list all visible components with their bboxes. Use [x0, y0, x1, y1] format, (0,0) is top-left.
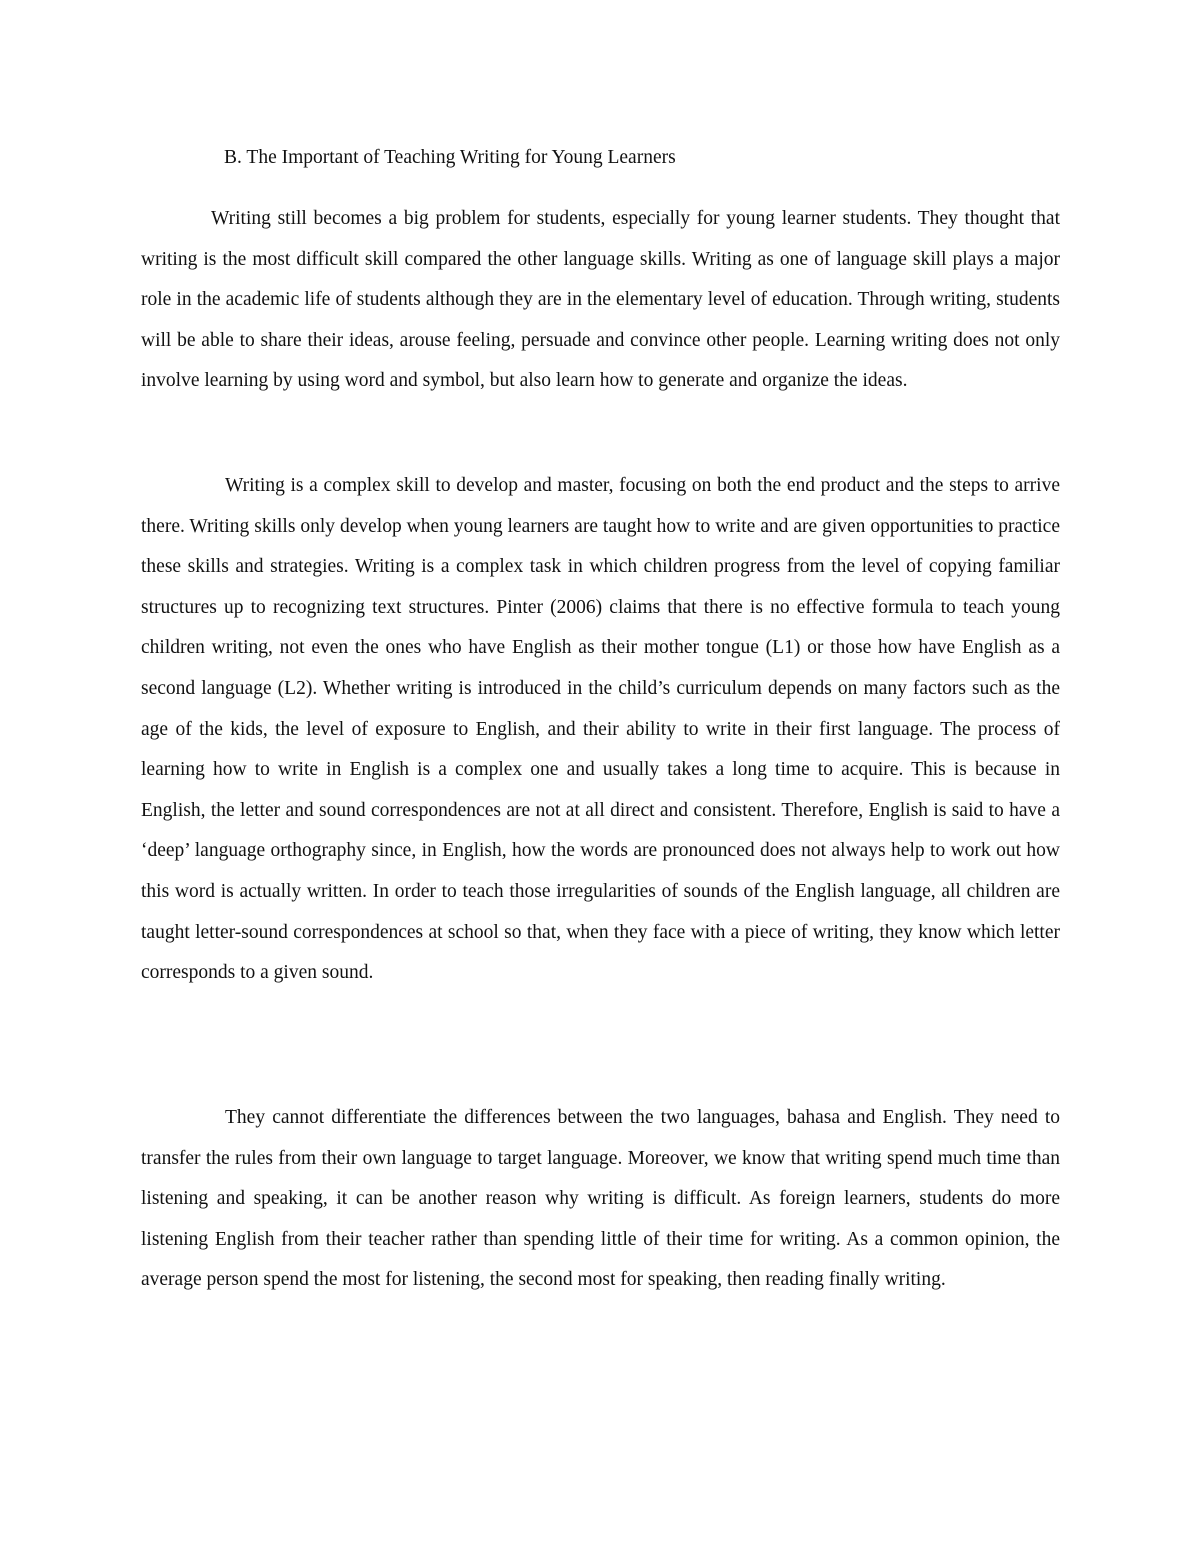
paragraph-2: Writing is a complex skill to develop and master, focusing on both the end product and the steps to arrive there. Writing skills only develop when young learners are taught how to write and are given opportunities to practice these skills and strategies. Writing is a complex task in which children progress from the level of copying familiar structures up to recognizing text structures. Pinter (2006) claims that there is no effective formula to teach young children writing, not even the ones who have English as their mother tongue (L1) or those how have English as a second language (L2). Whether writing is introduced in the child’s curriculum depends on many factors such as the age of the kids, the level of exposure to English, and their ability to write in their first language. The process of learning how to write in English is a complex one and usually takes a long time to acquire. This is because in English, the letter and sound correspondences are not at all direct and consistent. Therefore, English is said to have a ‘deep’ language orthography since, in English, how the words are pronounced does not always help to work out how this word is actually written. In order to teach those irregularities of sounds of the English language, all children are taught letter-sound correspondences at school so that, when they face with a piece of writing, they know which letter corresponds to a given sound.: [141, 475, 1060, 984]
paragraph-3: They cannot differentiate the differences between the two languages, bahasa and English. They need to transfer the rules from their own language to target language. Moreover, we know that writing spend much time than listening and speaking, it can be another reason why writing is difficult. As foreign learners, students do more listening English from their teacher rather than spending little of their time for writing. As a common opinion, the average person spend the most for listening, the second most for speaking, then reading finally writing.: [141, 1107, 1060, 1291]
paragraph-1: Writing still becomes a big problem for students, especially for young learner students. They thought that writing is the most difficult skill compared the other language skills. Writing as one of language skill plays a major role in the academic life of students although they are in the elementary level of education. Through writing, students will be able to share their ideas, arouse feeling, persuade and convince other people. Learning writing does not only involve learning by using word and symbol, but also learn how to generate and organize the ideas.: [141, 208, 1060, 392]
section-heading: B. The Important of Teaching Writing for Young Learners: [224, 147, 676, 168]
